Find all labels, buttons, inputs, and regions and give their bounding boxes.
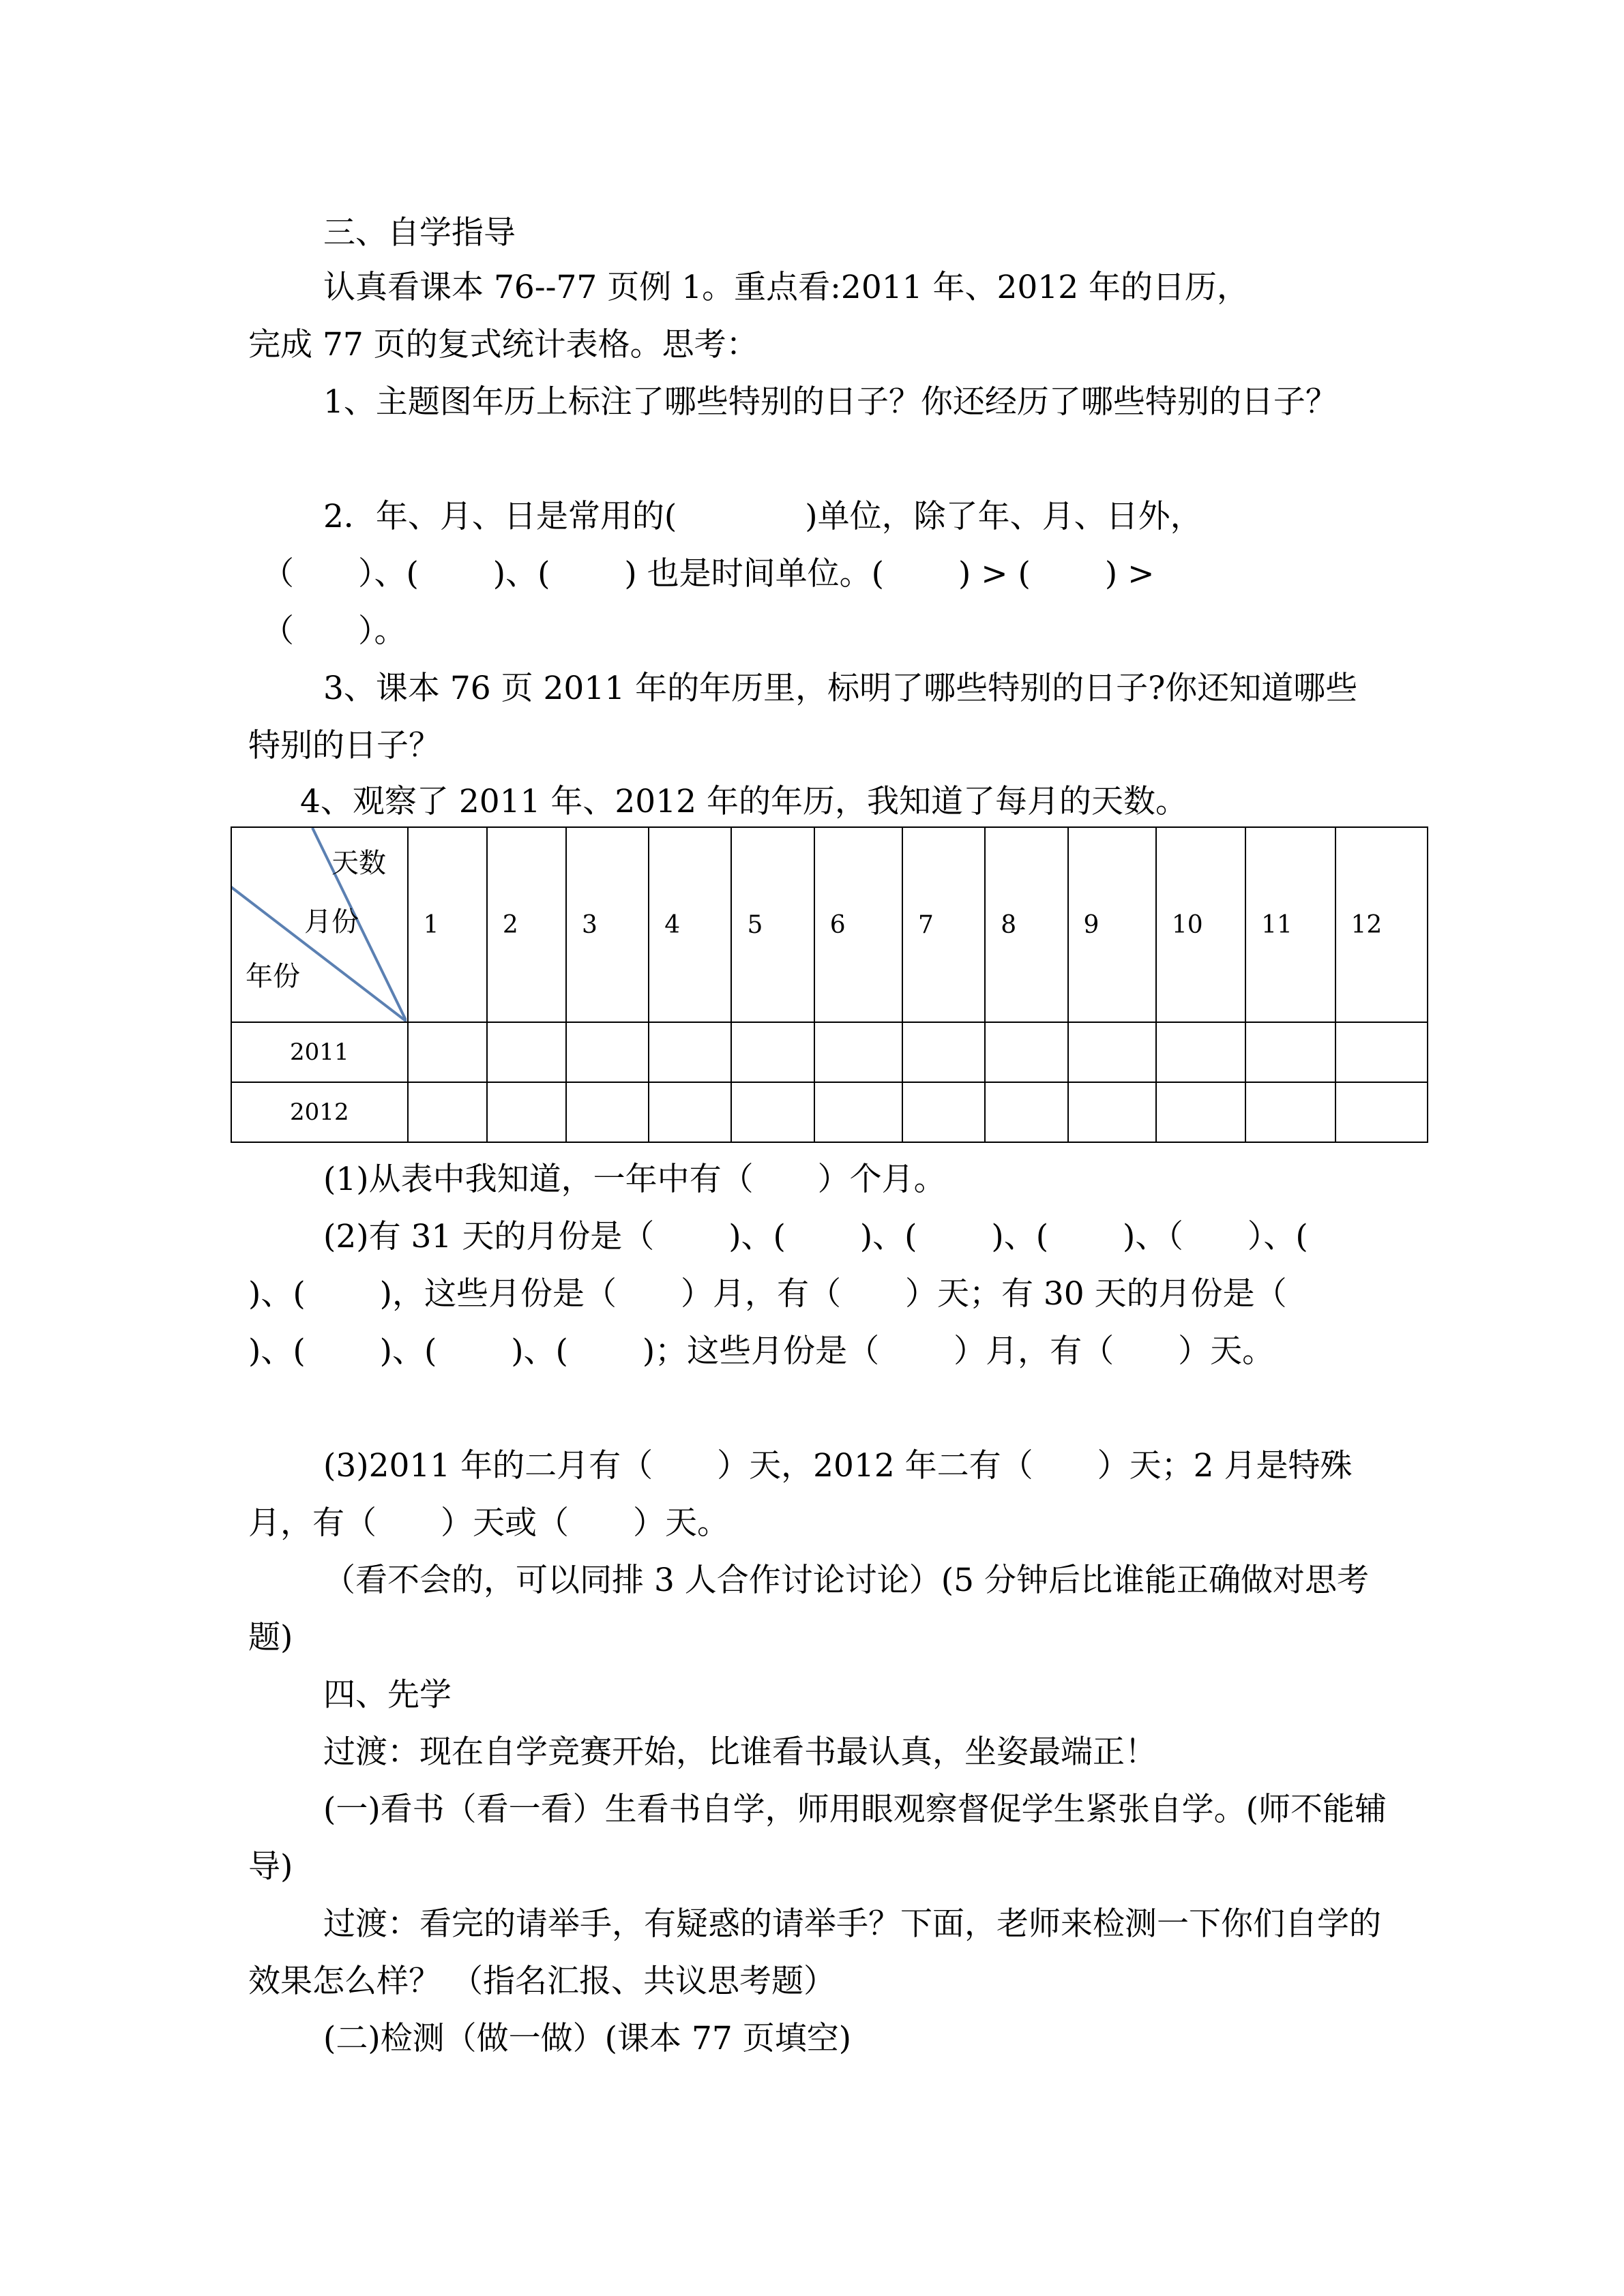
day-count-cell[interactable] (1245, 1022, 1335, 1082)
note-discussion: （看不会的，可以同排 3 人合作讨论讨论）(5 分钟后比谁能正确做对思考题) (248, 1562, 1369, 1656)
corner-month-label: 月份 (304, 906, 359, 938)
day-count-cell[interactable] (1156, 1022, 1245, 1082)
month-header: 5 (731, 827, 814, 1022)
day-count-cell[interactable] (1335, 1082, 1428, 1142)
day-count-cell[interactable] (1068, 1082, 1156, 1142)
section3-heading: 三、自学指导 (323, 214, 516, 252)
step-2: (二)检测（做一做）(课本 77 页填空) (323, 2020, 852, 2057)
day-count-cell[interactable] (408, 1082, 487, 1142)
question-2-line1: 2．年、月、日是常用的( )单位，除了年、月、日外， (323, 498, 1202, 535)
day-count-cell[interactable] (731, 1022, 814, 1082)
table-row-2012 (231, 1082, 1428, 1142)
subquestion-3: (3)2011 年的二月有（ ）天，2012 年二有（ ）天；2 月是特殊月，有（ ）天或（ ）天。 (248, 1447, 1353, 1542)
day-count-cell[interactable] (649, 1082, 731, 1142)
day-count-cell[interactable] (566, 1082, 649, 1142)
day-count-cell[interactable] (814, 1022, 902, 1082)
corner-days-label: 天数 (331, 848, 386, 879)
step-1: (一)看书（看一看）生看书自学，师用眼观察督促学生紧张自学。(师不能辅导) (248, 1791, 1387, 1885)
day-count-cell[interactable] (731, 1082, 814, 1142)
table-header-row (231, 827, 1428, 1022)
subquestion-1: (1)从表中我知道，一年中有（ ）个月。 (323, 1161, 946, 1198)
day-count-cell[interactable] (1156, 1082, 1245, 1142)
month-header: 10 (1156, 827, 1245, 1022)
subquestion-2: (2)有 31 天的月份是（ )、( )、( )、( )、（ ）、( )、( )，这些月份是（ ）月，有（ ）天；有 30 天的月份是（ )、( )、( )、( )；这些月份是（ ）月，有（ ）天。 (248, 1218, 1383, 1370)
table-row-2011 (231, 1022, 1428, 1082)
day-count-cell[interactable] (566, 1022, 649, 1082)
question-4: 4、观察了 2011 年、2012 年的年历，我知道了每月的天数。 (300, 783, 1187, 820)
diagonal-header-cell (231, 827, 408, 1022)
day-count-cell[interactable] (902, 1022, 985, 1082)
question-1: 1、主题图年历上标注了哪些特别的日子？你还经历了哪些特别的日子？ (323, 383, 1338, 421)
month-header: 12 (1335, 827, 1428, 1022)
corner-year-label: 年份 (246, 961, 300, 992)
transition-2: 过渡：看完的请举手，有疑惑的请举手？下面，老师来检测一下你们自学的效果怎么样？ （指名汇报、共议思考题） (248, 1905, 1381, 2000)
day-count-cell[interactable] (1068, 1022, 1156, 1082)
section3-intro-line2: 完成 77 页的复式统计表格。思考： (248, 326, 758, 363)
month-header: 7 (902, 827, 985, 1022)
section3-intro-line1: 认真看课本 76--77 页例 1。重点看:2011 年、2012 年的日历， (323, 269, 1250, 306)
day-count-cell[interactable] (487, 1022, 566, 1082)
year-label: 2012 (231, 1082, 408, 1142)
question-3: 3、课本 76 页 2011 年的年历里，标明了哪些特别的日子?你还知道哪些特别的日子？ (248, 670, 1358, 764)
section4-heading: 四、先学 (323, 1676, 452, 1714)
day-count-cell[interactable] (985, 1022, 1067, 1082)
transition-1: 过渡：现在自学竞赛开始，比谁看书最认真，坐姿最端正！ (323, 1733, 1157, 1771)
month-header: 6 (814, 827, 902, 1022)
year-label: 2011 (231, 1022, 408, 1082)
question-2-line3: （ ）。 (262, 612, 407, 650)
day-count-cell[interactable] (985, 1082, 1067, 1142)
month-header: 9 (1068, 827, 1156, 1022)
month-days-table (231, 826, 1428, 1143)
month-header: 8 (985, 827, 1067, 1022)
day-count-cell[interactable] (814, 1082, 902, 1142)
question-2-line2: （ ）、( )、( ) 也是时间单位。( ) > ( ) > (262, 555, 1155, 593)
month-header: 4 (649, 827, 731, 1022)
month-header: 1 (408, 827, 487, 1022)
day-count-cell[interactable] (487, 1082, 566, 1142)
month-header: 11 (1245, 827, 1335, 1022)
month-header: 3 (566, 827, 649, 1022)
day-count-cell[interactable] (902, 1082, 985, 1142)
month-header: 2 (487, 827, 566, 1022)
day-count-cell[interactable] (1245, 1082, 1335, 1142)
day-count-cell[interactable] (408, 1022, 487, 1082)
day-count-cell[interactable] (649, 1022, 731, 1082)
day-count-cell[interactable] (1335, 1022, 1428, 1082)
